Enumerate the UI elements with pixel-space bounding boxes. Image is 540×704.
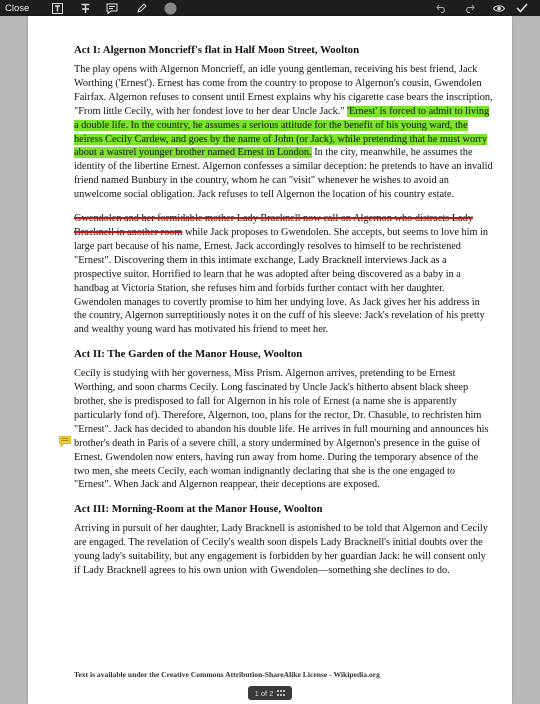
color-swatch-icon[interactable] xyxy=(163,0,177,16)
act1-p1-text-cont: In the city, meanwhile, he assumes the identity of the libertine Ernest. Algernon confesses a similar deception: he pretends to have an invalid friend named Bunbury in the country, whom he can "visit" whenever he wishes to avoid an unwelcome social obligation. Jack refuses to tell Algernon the location of his country estate. xyxy=(74,147,493,201)
strikethrough-annotation[interactable]: Gwendolen and her formidable mother Lady Bracknell now call on Algernon who distracts Lady Bracknell in another room xyxy=(74,213,473,238)
highlight-annotation[interactable]: 'Ernest' is forced to admit to living a double life. In the country, he assumes a serious attitude for the benefit of his young ward, the heiress Cecily Cardew, and goes by the name of John (or Jack), while pretending that he must worry about a wastrel younger brother named Ernest in London. xyxy=(74,105,490,159)
act1-heading: Act I: Algernon Moncrieff's flat in Half Moon Street, Woolton xyxy=(74,44,360,56)
document-page[interactable] xyxy=(28,16,512,704)
license-footer: Text is available under the Creative Commons Attribution-ShareAlike License - Wikipedia.org xyxy=(74,670,380,679)
pen-icon[interactable] xyxy=(135,0,147,16)
undo-icon[interactable] xyxy=(435,0,447,16)
page-indicator-label: 1 of 2 xyxy=(254,688,274,698)
eye-icon[interactable] xyxy=(492,0,505,16)
act1-paragraph-1 xyxy=(74,63,494,202)
note-icon[interactable] xyxy=(106,0,118,16)
act2-heading: Act II: The Garden of the Manor House, Woolton xyxy=(74,348,303,361)
act3-heading: Act III: Morning-Room at the Manor House, Woolton xyxy=(74,503,323,516)
act2-paragraph-1: Cecily is studying with her governess, Miss Prism. Algernon arrives, pretending to be Ernest Worthing, and soon charms Cecily. Long fascinated by Uncle Jack's hitherto absent black sheep brother, she is predisposed to fall for Algernon in his role of Ernest (a name she is apparently particularly fond of). Therefore, Algernon, too, plans for the rector, Dr. Chasuble, to rechristen him "Ernest". Jack has decided to abandon his double life. He arrives in full mourning and announces his brother's death in Paris of a severe chill, a story undermined by Algernon's presence in the guise of Ernest. Gwendolen now enters, having run away from home. During the temporary absence of the two men, she meets Cecily, each woman indignantly declaring that she is the one engaged to "Ernest". When Jack and Algernon reappear, their deceptions are exposed. xyxy=(74,368,489,491)
act1-paragraph-2 xyxy=(74,212,494,337)
thumbnail-grid-icon[interactable] xyxy=(277,690,285,697)
text-format-icon[interactable] xyxy=(51,0,63,16)
text-strike-icon[interactable] xyxy=(79,0,91,16)
redo-icon[interactable] xyxy=(463,0,475,16)
act1-p2-text: while Jack proposes to Gwendolen. She accepts, but seems to love him in large part because of his name, Ernest. Jack accordingly resolves to himself to be rechristened "Ernest". Discovering them in this intimate exchange, Lady Bracknell interviews Jack as a prospective suitor. Horrified to learn that he was adopted after being discovered as a baby in a handbag at Victoria Station, she refuses him and forbids further contact with her daughter. Gwendolen manages to covertly promise to him her undying love. As Jack gives her his address in the country, Algernon surreptitiously notes it on the cuff of his sleeve: Jack's revelation of his pretty and wealthy young ward has motivated his friend to meet her. xyxy=(74,226,489,336)
act3-paragraph-1: Arriving in pursuit of her daughter, Lady Bracknell is astonished to be told that Algernon and Cecily are engaged. The revelation of Cecily's wealth soon dispels Lady Bracknell's initial doubts over the young lady's suitability, but any engagement is forbidden by her guardian Jack: he will consent only if Lady Bracknell agrees to his own union with Gwendolen—something she declines to do. xyxy=(74,523,488,577)
document-content xyxy=(74,43,494,588)
close-button[interactable]: Close xyxy=(5,2,30,14)
note-annotation-icon[interactable] xyxy=(59,434,71,445)
annotation-toolbar xyxy=(0,0,540,16)
page-indicator[interactable] xyxy=(248,686,292,700)
act1-p1-text: The play opens with Algernon Moncrieff, an idle young gentleman, receiving his best friend, Jack Worthing ('Ernest'). Ernest has come from the country to propose to Algernon's cousin, Gwendolen Fairfax. Algernon refuses to consent until Ernest explains why his cigarette case bears the inscription, "From little Cecily, with her fondest love to her dear Uncle Jack." xyxy=(74,64,493,117)
checkmark-icon[interactable] xyxy=(515,0,529,16)
